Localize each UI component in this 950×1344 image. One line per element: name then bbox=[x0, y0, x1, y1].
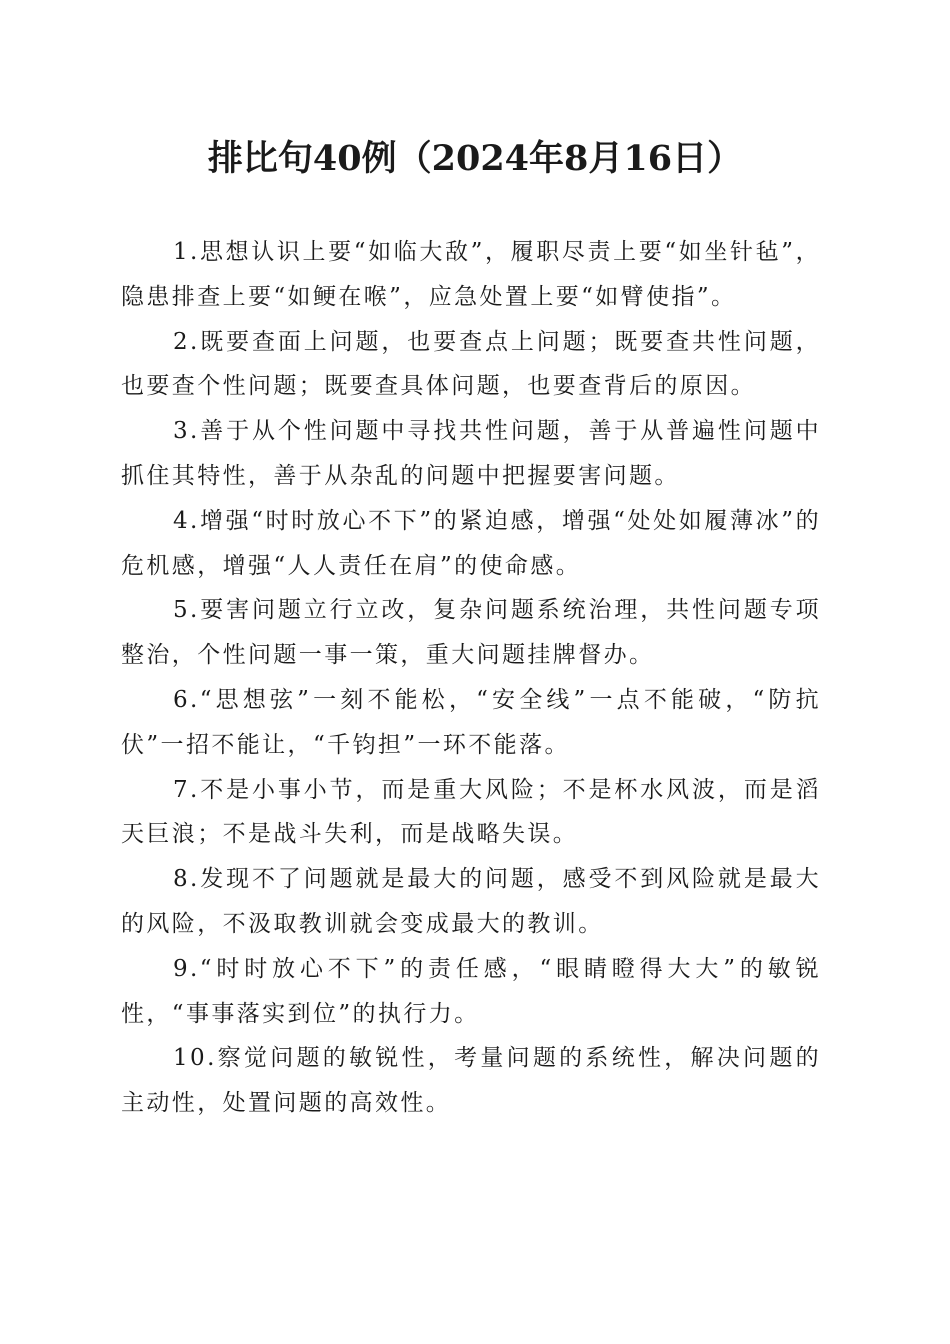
paragraph-6: 6.“思想弦”一刻不能松，“安全线”一点不能破，“防抗伏”一招不能让，“千钧担”一环不能落。 bbox=[121, 686, 821, 758]
paragraph-9: 9.“时时放心不下”的责任感，“眼睛瞪得大大”的敏锐性，“事事落实到位”的执行力。 bbox=[121, 955, 821, 1027]
paragraph-7: 7.不是小事小节，而是重大风险；不是杯水风波，而是滔天巨浪；不是战斗失利，而是战略失误。 bbox=[121, 776, 821, 848]
paragraph-5: 5.要害问题立行立改，复杂问题系统治理，共性问题专项整治，个性问题一事一策，重大问题挂牌督办。 bbox=[121, 597, 821, 669]
document-body bbox=[121, 230, 821, 1126]
paragraph-3: 3.善于从个性问题中寻找共性问题，善于从普遍性问题中抓住其特性，善于从杂乱的问题中把握要害问题。 bbox=[121, 418, 821, 489]
paragraph-1: 1.思想认识上要“如临大敌”，履职尽责上要“如坐针毡”，隐患排查上要“如鲠在喉”，应急处置上要“如臂使指”。 bbox=[121, 239, 821, 310]
paragraph-2: 2.既要查面上问题，也要查点上问题；既要查共性问题，也要查个性问题；既要查具体问题，也要查背后的原因。 bbox=[121, 328, 821, 400]
paragraph-8: 8.发现不了问题就是最大的问题，感受不到风险就是最大的风险，不汲取教训就会变成最大的教训。 bbox=[121, 866, 821, 937]
paragraph-4: 4.增强“时时放心不下”的紧迫感，增强“处处如履薄冰”的危机感，增强“人人责任在肩”的使命感。 bbox=[121, 507, 821, 579]
document-title: 排比句40例（2024年8月16日） bbox=[207, 138, 743, 179]
paragraph-10: 10.察觉问题的敏锐性，考量问题的系统性，解决问题的主动性，处置问题的高效性。 bbox=[121, 1045, 821, 1117]
